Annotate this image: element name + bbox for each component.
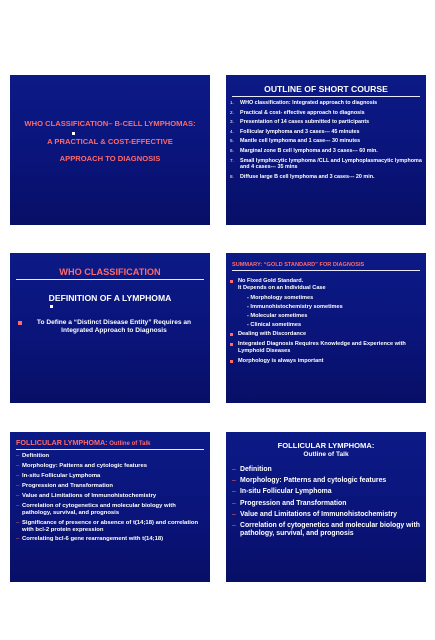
bullet-marker [72, 132, 75, 135]
slide-5-title-main: FOLLICULAR LYMPHOMA: [16, 438, 108, 447]
talk-outline-item-text: Morphology: Patterns and cytologic features [22, 462, 148, 469]
slide-3-title: WHO CLASSIFICATION [59, 267, 161, 277]
talk-outline-item-text: Significance of presence or absence of t(14;18) and correlation with bcl-2 protein expression [22, 519, 199, 533]
summary-bullet-1 [238, 278, 420, 292]
title-rule [232, 96, 420, 97]
title-rule [232, 270, 420, 271]
dash-marker: – [232, 521, 236, 529]
bullet-square-icon [230, 280, 233, 283]
talk-outline-item [16, 483, 204, 490]
talk-outline-item-text: Definition [240, 466, 272, 473]
bullet-4-text: Morphology is always important [238, 358, 324, 364]
talk-outline-item-text: In-situ Follicular Lymphoma [240, 488, 332, 496]
talk-outline-item [232, 466, 420, 474]
outline-item-text: Practical & cost- effective approach to diagnosis [240, 109, 365, 116]
dash-marker: – [16, 492, 20, 499]
slide-1-line-3: APPROACH TO DIAGNOSIS [59, 154, 161, 163]
dash-marker: – [232, 488, 236, 496]
talk-outline-item-text: Definition [22, 453, 50, 459]
outline-item-number: 4. [230, 128, 234, 134]
bullet-2-text: Dealing with Discordance [238, 331, 307, 337]
summary-subitem: - Molecular sometimes [247, 313, 308, 319]
talk-outline-item-text: Value and Limitations of Immunohistochemistry [240, 510, 397, 518]
talk-outline-item [232, 511, 420, 519]
outline-item-number: 8. [230, 173, 234, 179]
bullet-marker [50, 305, 53, 308]
outline-item-text: Small lymphocytic lymphoma /CLL and Lymphoplasmacytic lymphoma and 4 cases--- 35 mins [240, 157, 422, 170]
talk-outline-item [16, 536, 204, 543]
summary-bullet-3 [238, 341, 420, 355]
slide-6-title-main: FOLLICULAR LYMPHOMA: [277, 441, 375, 450]
bullet-square-icon [230, 360, 233, 363]
summary-subitem: - Clinical sometimes [247, 322, 302, 328]
bullet-3-text: Integrated Diagnosis Requires Knowledge and Experience with Lymphoid Diseases [238, 341, 406, 354]
talk-outline-item-text: Value and Limitations of Immunohistochemistry [22, 492, 157, 499]
slide-3-bullet-text: To Define a “Distinct Disease Entity” Requires an Integrated Approach to Diagnosis [36, 319, 192, 334]
talk-outline-item [16, 503, 204, 517]
summary-subitem: - Morphology sometimes [247, 295, 314, 301]
slide-1-line-2: A PRACTICAL & COST-EFFECTIVE [47, 137, 173, 146]
slide-2-title: OUTLINE OF SHORT COURSE [264, 84, 388, 94]
outline-item [230, 138, 422, 144]
outline-item-number: 7. [230, 157, 234, 163]
outline-item-number: 1. [230, 100, 234, 105]
bullet-1-line-1: No Fixed Gold Standard. [238, 278, 304, 284]
talk-outline-item [16, 520, 204, 534]
outline-item [230, 174, 422, 180]
dash-marker: – [16, 519, 20, 526]
talk-outline-item-text: In-situ Follicular Lymphoma [22, 472, 101, 479]
outline-item [230, 158, 422, 171]
dash-marker: – [16, 462, 20, 469]
slide-4-title: SUMMARY: “GOLD STANDARD” FOR DIAGNOSIS [232, 262, 365, 268]
talk-outline-item-text: Correlation of cytogenetics and molecular biology with pathology, survival, and prognosis [240, 521, 420, 537]
talk-outline-item-text: Progression and Transformation [240, 499, 347, 507]
slide-6-title [226, 441, 426, 459]
slide-1-line-1: WHO CLASSIFICATION– B-CELL LYMPHOMAS: [24, 119, 196, 128]
outline-item-text: Mantle cell lymphoma and 1 case--- 30 minutes [240, 138, 361, 145]
outline-item-text: Presentation of 14 cases submitted to participants [240, 119, 370, 126]
talk-outline-list [232, 466, 420, 541]
outline-list [230, 100, 422, 183]
talk-outline-item [16, 463, 204, 470]
bullet-square-icon [18, 321, 22, 325]
dash-marker: – [16, 502, 20, 509]
outline-item-number: 6. [230, 147, 234, 153]
dash-marker: – [232, 499, 236, 507]
title-rule [16, 279, 204, 280]
bullet-1-line-2: It Depends on an Individual Case [238, 285, 326, 291]
talk-outline-item [16, 473, 204, 480]
talk-outline-item [232, 500, 420, 508]
title-rule [16, 449, 204, 450]
slide-1-title [10, 75, 210, 225]
dash-marker: – [16, 482, 20, 489]
slide-6-follicular-outline [226, 432, 426, 582]
outline-item-text: Follicular lymphoma and 3 cases--- 45 minutes [240, 128, 360, 135]
dash-marker: – [232, 477, 236, 485]
slide-5-follicular-outline [10, 432, 210, 582]
outline-item-number: 2. [230, 109, 234, 115]
outline-item [230, 129, 422, 135]
outline-item [230, 100, 422, 106]
talk-outline-item [16, 493, 204, 500]
summary-bullet-4 [238, 358, 420, 365]
dash-marker: – [232, 466, 236, 473]
slide-2-outline [226, 75, 426, 225]
talk-outline-item [232, 488, 420, 496]
summary-subitem: - Immunohistochemistry sometimes [247, 304, 343, 310]
bullet-square-icon [230, 333, 233, 336]
dash-marker: – [16, 453, 20, 459]
talk-outline-item-text: Correlating bcl-6 gene rearrangement with t(14;18) [22, 536, 164, 543]
dash-marker: – [16, 472, 20, 479]
slide-3-definition [10, 253, 210, 403]
slide-6-title-line-2: Outline of Talk [303, 451, 349, 458]
slide-5-title-suffix: Outline of Talk [107, 441, 151, 447]
outline-item [230, 110, 422, 116]
talk-outline-list [16, 453, 204, 546]
dash-marker: – [232, 510, 236, 518]
slide-3-subtitle: DEFINITION OF A LYMPHOMA [48, 293, 172, 303]
outline-item-number: 5. [230, 138, 234, 144]
talk-outline-item-text: Morphology: Patterns and cytologic features [240, 477, 387, 485]
summary-bullet-2 [238, 331, 420, 338]
outline-item-number: 3. [230, 119, 234, 125]
bullet-square-icon [230, 343, 233, 346]
outline-item-text: Marginal zone B cell lymphoma and 3 cases--- 60 min. [240, 147, 378, 154]
talk-outline-item-text: Correlation of cytogenetics and molecular biology with pathology, survival, and prognosis [22, 502, 176, 516]
slide-3-bullet [28, 319, 200, 335]
slide-4-summary [226, 253, 426, 403]
talk-outline-item [232, 477, 420, 485]
outline-item-text: Diffuse large B cell lymphoma and 3 cases--- 20 min. [240, 173, 375, 180]
dash-marker: – [16, 536, 20, 543]
slide-5-title [16, 438, 206, 447]
summary-list [238, 278, 420, 368]
outline-item [230, 148, 422, 154]
outline-item-text: WHO classification: Integrated approach to diagnosis [240, 100, 378, 106]
talk-outline-item-text: Progression and Transformation [22, 482, 113, 489]
talk-outline-item [16, 453, 204, 460]
talk-outline-item [232, 522, 420, 537]
outline-item [230, 119, 422, 125]
